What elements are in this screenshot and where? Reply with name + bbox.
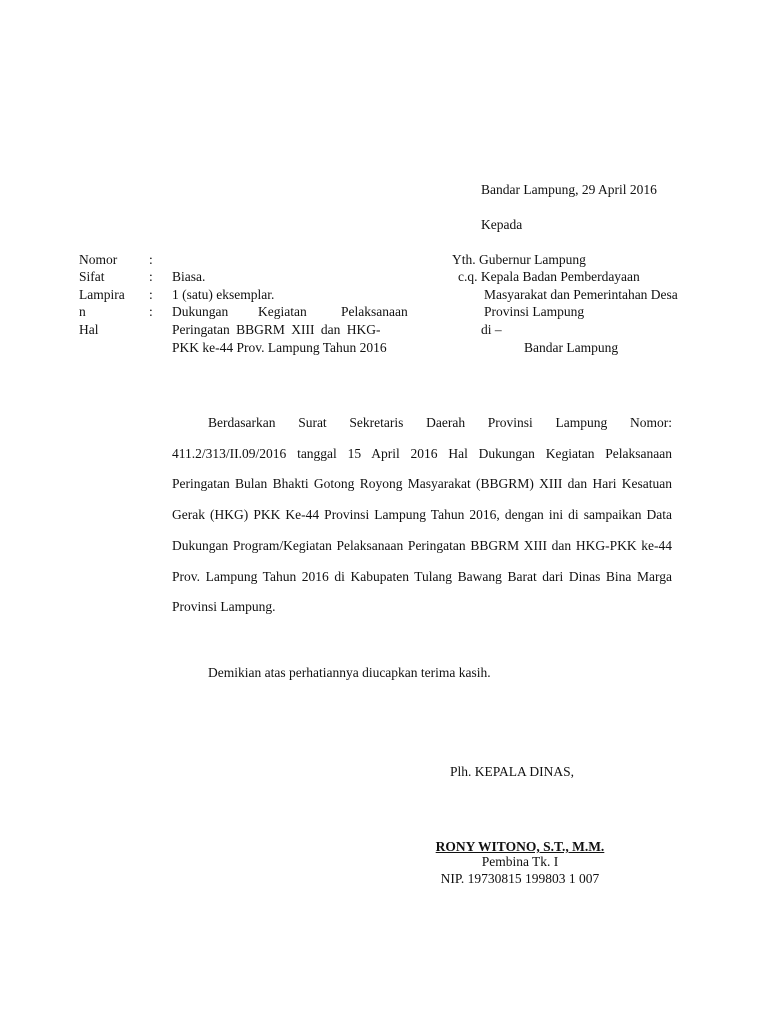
lampiran-colon: :: [149, 287, 153, 302]
sifat-value: Biasa.: [172, 269, 206, 284]
recipient-line-2: c.q. Kepala Badan Pemberdayaan: [458, 269, 640, 284]
recipient-line-5: di –: [481, 322, 502, 337]
sifat-label: Sifat: [79, 269, 105, 284]
place-date: Bandar Lampung, 29 April 2016: [481, 182, 657, 197]
signature-title: Plh. KEPALA DINAS,: [450, 764, 575, 779]
body-paragraph-1: Berdasarkan Surat Sekretaris Daerah Provinsi Lampung Nomor: 411.2/313/II.09/2016 tanggal 15 April 2016 Hal Dukungan Kegiatan Pelaksanaan Peringatan Bulan Bhakti Gotong Royong Masyarakat (BBGRM) XIII dan Hari Kesatuan Gerak (HKG) PKK Ke-44 Provinsi Lampung Tahun 2016, dengan ini di sampaikan Data Dukungan Program/Kegiatan Pelaksanaan Peringatan BBGRM XIII dan HKG-PKK ke-44 Prov. Lampung Tahun 2016 di Kabupaten Tulang Bawang Barat dari Dinas Bina Marga Provinsi Lampung.: [172, 415, 672, 615]
hal-value-word-3: Pelaksanaan: [341, 304, 408, 319]
hal-colon: :: [149, 304, 153, 319]
recipient-line-4: Provinsi Lampung: [484, 304, 585, 319]
signature-nip: NIP. 19730815 199803 1 007: [440, 871, 600, 886]
signature-name-wrap: [400, 839, 640, 855]
lampiran-label-2: n: [79, 304, 86, 319]
lampiran-label-1: Lampira: [79, 287, 125, 302]
recipient-line-1: Yth. Gubernur Lampung: [452, 252, 586, 267]
hal-value-line-3: PKK ke-44 Prov. Lampung Tahun 2016: [172, 340, 387, 355]
body-paragraph-2: Demikian atas perhatiannya diucapkan terima kasih.: [208, 665, 491, 680]
lampiran-value: 1 (satu) eksemplar.: [172, 287, 275, 302]
recipient-line-3: Masyarakat dan Pemerintahan Desa: [484, 287, 678, 302]
hal-label: Hal: [79, 322, 99, 337]
to-label: Kepada: [481, 217, 523, 232]
signature-name: RONY WITONO, S.T., M.M.: [435, 839, 605, 854]
sifat-colon: :: [149, 269, 153, 284]
hal-value-line-2: Peringatan BBGRM XIII dan HKG-: [172, 322, 381, 337]
signature-rank: Pembina Tk. I: [481, 854, 559, 869]
nomor-colon: :: [149, 252, 153, 267]
recipient-line-6: Bandar Lampung: [524, 340, 619, 355]
hal-value-word-2: Kegiatan: [258, 304, 307, 319]
hal-value-word-1: Dukungan: [172, 304, 229, 319]
nomor-label: Nomor: [79, 252, 118, 267]
